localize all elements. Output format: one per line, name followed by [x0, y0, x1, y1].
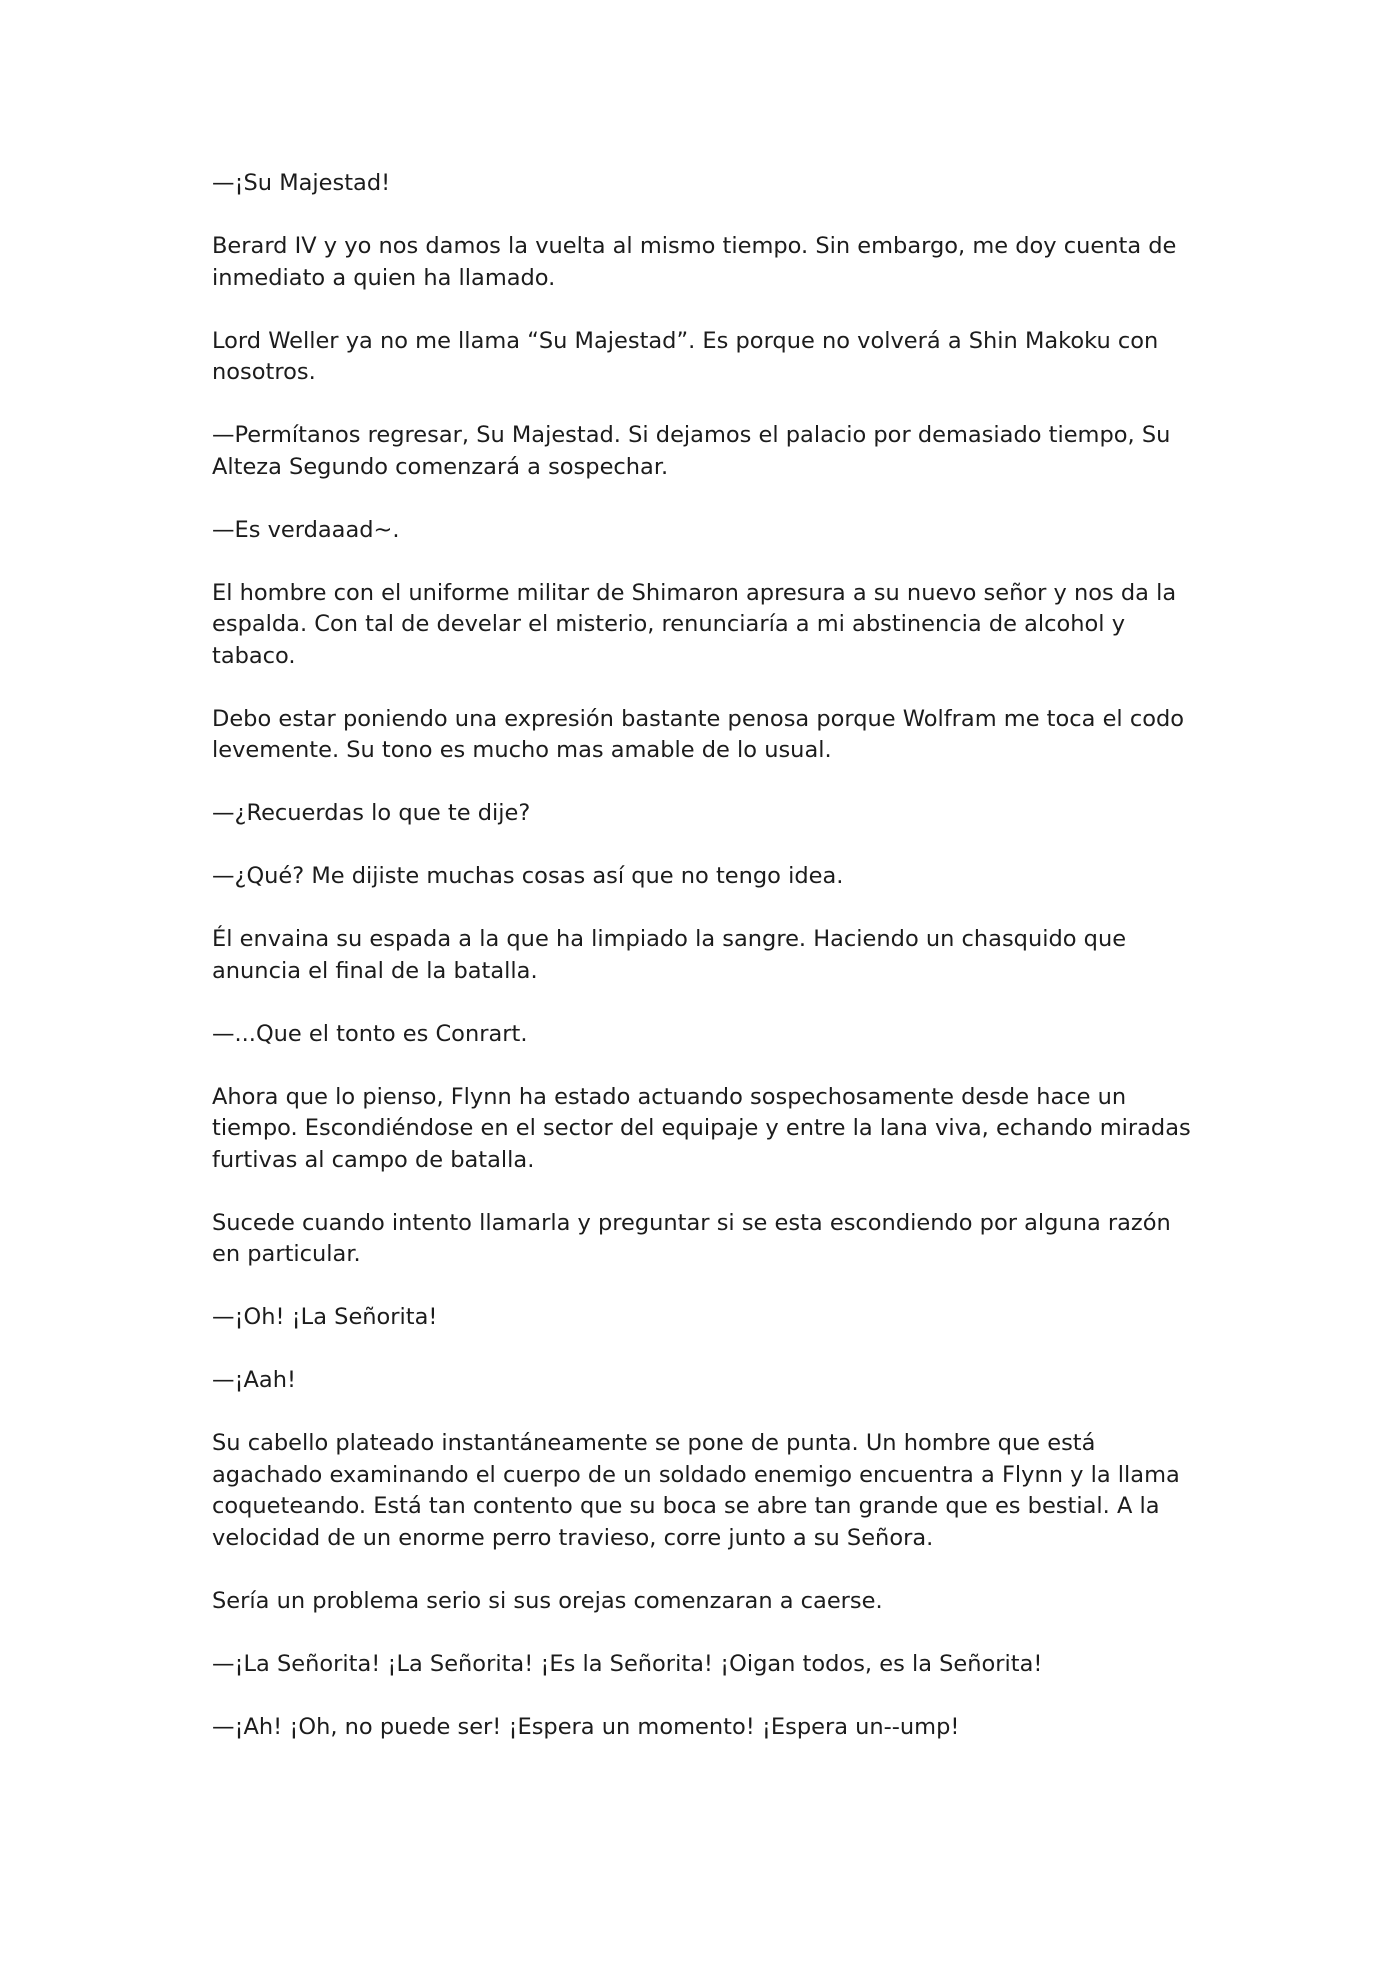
paragraph: Sucede cuando intento llamarla y preguntar si se esta escondiendo por alguna razón en particular.: [212, 1209, 1171, 1267]
paragraph: —¡La Señorita! ¡La Señorita! ¡Es la Señorita! ¡Oigan todos, es la Señorita!: [212, 1650, 1043, 1677]
paragraph: El hombre con el uniforme militar de Shimaron apresura a su nuevo señor y nos da la espalda. Con tal de develar el misterio, renunciaría a mi abstinencia de alcohol y tabaco.: [212, 579, 1177, 669]
paragraph: Su cabello plateado instantáneamente se pone de punta. Un hombre que está agachado examinando el cuerpo de un soldado enemigo encuentra a Flynn y la llama coqueteando. Está tan contento que su boca se abre tan grande que es bestial. A la velocidad de un enorme perro travieso, corre junto a su Señora.: [212, 1430, 1180, 1551]
paragraph: —Permítanos regresar, Su Majestad. Si dejamos el palacio por demasiado tiempo, Su Alteza Segundo comenzará a sospechar.: [212, 422, 1171, 480]
paragraph: Berard IV y yo nos damos la vuelta al mismo tiempo. Sin embargo, me doy cuenta de inmediato a quien ha llamado.: [212, 233, 1177, 291]
paragraph: Lord Weller ya no me llama “Su Majestad”. Es porque no volverá a Shin Makoku con nosotros.: [212, 327, 1159, 385]
paragraph: —Es verdaaad~.: [212, 516, 400, 543]
paragraph: —¡Oh! ¡La Señorita!: [212, 1304, 438, 1330]
paragraph: Él envaina su espada a la que ha limpiado la sangre. Haciendo un chasquido que anuncia el final de la batalla.: [212, 926, 1127, 984]
paragraph: —¡Ah! ¡Oh, no puede ser! ¡Espera un momento! ¡Espera un--ump!: [212, 1713, 960, 1740]
document-body: [212, 168, 1192, 1775]
paragraph: —¿Recuerdas lo que te dije?: [212, 800, 531, 826]
paragraph: —¿Qué? Me dijiste muchas cosas así que no tengo idea.: [212, 863, 844, 889]
paragraph: Ahora que lo pienso, Flynn ha estado actuando sospechosamente desde hace un tiempo. Escondiéndose en el sector del equipaje y entre la lana viva, echando miradas furtivas al campo de batalla.: [212, 1083, 1191, 1173]
paragraph: Sería un problema serio si sus orejas comenzaran a caerse.: [212, 1587, 883, 1614]
paragraph: —¡Su Majestad!: [212, 170, 391, 196]
paragraph: Debo estar poniendo una expresión bastante penosa porque Wolfram me toca el codo levemente. Su tono es mucho mas amable de lo usual.: [212, 705, 1185, 763]
paragraph: —¡Aah!: [212, 1367, 296, 1393]
paragraph: —...Que el tonto es Conrart.: [212, 1020, 528, 1047]
